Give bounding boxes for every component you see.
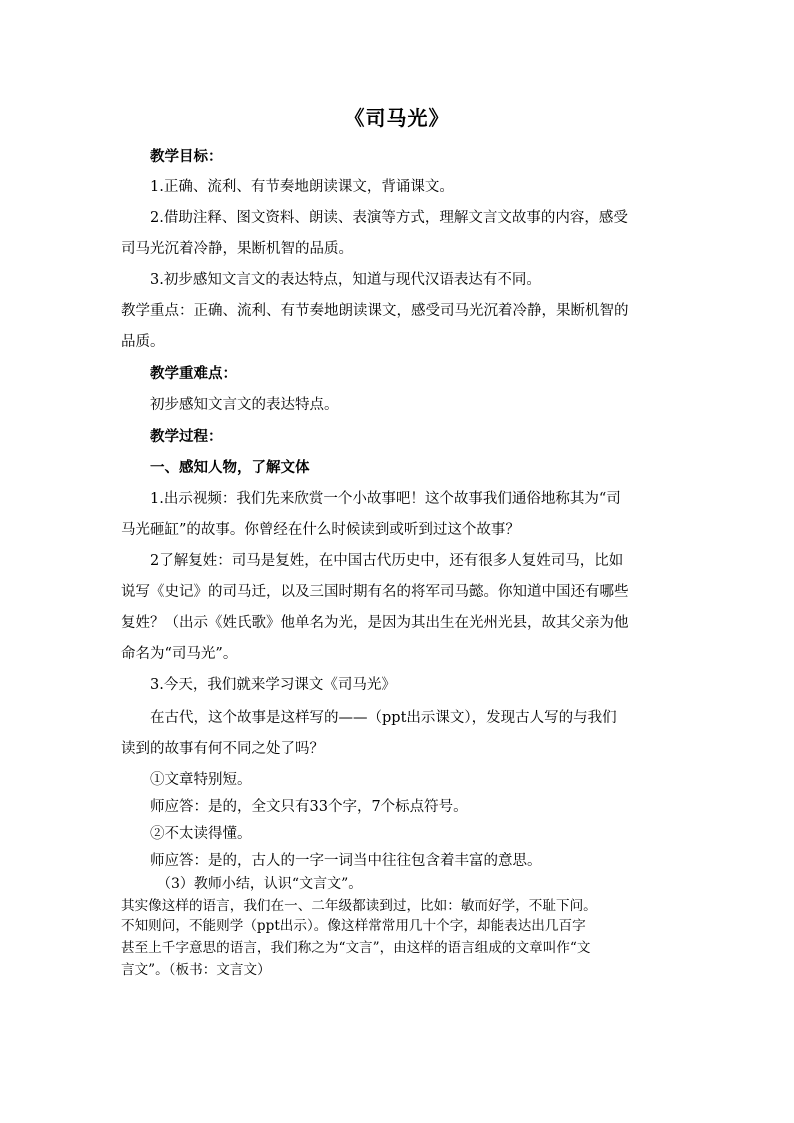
paragraph-line: 言文”。（板书：文言文） bbox=[121, 962, 271, 978]
paragraph-line: 其实像这样的语言，我们在一、二年级都读到过，比如：敏而好学，不耻下问。 bbox=[121, 898, 597, 914]
paragraph-line: ①文章特别短。 bbox=[150, 772, 252, 788]
paragraph-line: 3.今天，我们就来学习课文《司马光》 bbox=[150, 677, 396, 693]
paragraph-line: 2.借助注释、图文资料、朗读、表演等方式，理解文言文故事的内容，感受 bbox=[150, 210, 628, 226]
paragraph-line: 师应答：是的，古人的一字一词当中往往包含着丰富的意思。 bbox=[150, 853, 542, 869]
paragraph-line: 2了解复姓：司马是复姓，在中国古代历史中，还有很多人复姓司马，比如 bbox=[150, 553, 624, 569]
paragraph-line: 司马光沉着冷静，果断机智的品质。 bbox=[121, 241, 353, 257]
paragraph-line: 在古代，这个故事是这样写的——（ppt出示课文），发现古人写的与我们 bbox=[150, 710, 617, 726]
paragraph-line: 1.正确、流利、有节奏地朗读课文，背诵课文。 bbox=[150, 179, 454, 195]
paragraph-line: 说写《史记》的司马迁，以及三国时期有名的将军司马懿。你知道中国还有哪些 bbox=[121, 584, 629, 600]
paragraph-line: 初步感知文言文的表达特点。 bbox=[150, 397, 339, 413]
paragraph-line: 教学重点：正确、流利、有节奏地朗读课文，感受司马光沉着冷静，果断机智的 bbox=[121, 303, 629, 319]
paragraph-line: 马光砸缸”的故事。你曾经在什么时候读到或听到过这个故事？ bbox=[121, 522, 520, 538]
paragraph-line: 甚至上千字意思的语言，我们称之为“文言”，由这样的语言组成的文章叫作“文 bbox=[121, 940, 591, 956]
paragraph-line: ②不太读得懂。 bbox=[150, 826, 252, 842]
document-title: 《司马光》 bbox=[344, 106, 450, 130]
paragraph-line: 师应答：是的，全文只有33个字，7个标点符号。 bbox=[150, 799, 468, 815]
heading-process: 教学过程： bbox=[150, 428, 223, 445]
paragraph-line: 读到的故事有何不同之处了吗？ bbox=[121, 741, 324, 757]
paragraph-line: 命名为“司马光”。 bbox=[121, 646, 238, 662]
paragraph-line: 品质。 bbox=[121, 334, 165, 350]
paragraph-line: 不知则问，不能则学（ppt出示）。像这样常常用几十个字，却能表达出几百字 bbox=[121, 918, 586, 934]
paragraph-line: 3.初步感知文言文的表达特点，知道与现代汉语表达有不同。 bbox=[150, 272, 541, 288]
paragraph-line: 复姓？（出示《姓氏歌》他单名为光，是因为其出生在光州光县，故其父亲为他 bbox=[121, 615, 629, 631]
section-heading: 一、感知人物，了解文体 bbox=[150, 459, 310, 476]
paragraph-line: 1.出示视频：我们先来欣赏一个小故事吧！这个故事我们通俗地称其为“司 bbox=[150, 491, 621, 507]
paragraph-line: （3）教师小结，认识“文言文”。 bbox=[157, 876, 363, 892]
heading-difficulties: 教学重难点： bbox=[150, 365, 237, 382]
heading-objectives: 教学目标： bbox=[150, 148, 223, 165]
